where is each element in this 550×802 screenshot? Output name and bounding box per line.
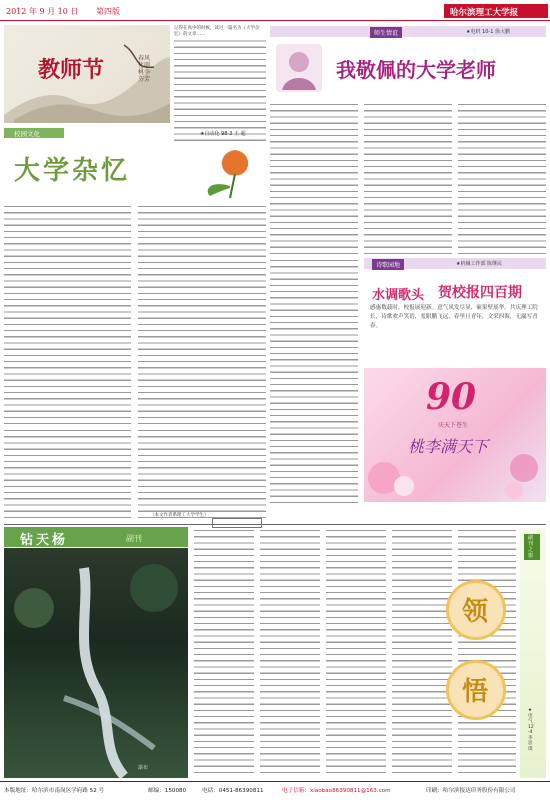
footer-address: 本版地址：哈尔滨市南岗区学府路 52 号 — [4, 788, 105, 794]
masthead-box — [444, 4, 548, 18]
section-tag-left-label: 校园文化 — [14, 130, 40, 138]
anniversary-card — [364, 368, 546, 502]
vertical-strip — [520, 528, 546, 778]
vertical-strip-tag: 副刊之窗 — [524, 534, 540, 560]
continued-box — [212, 518, 262, 528]
footer-rule — [0, 781, 550, 782]
footer-postcode: 邮编：150080 — [148, 788, 187, 794]
footer-phone: 电话：0451-86390811 — [202, 788, 264, 794]
anniversary-script: 桃李满天下 — [408, 437, 489, 456]
article-body-right-col3 — [458, 102, 546, 254]
page-footer — [0, 784, 550, 800]
article-column-text — [174, 26, 266, 146]
admired-teacher-header — [270, 40, 546, 98]
supplement-tag: 副刊 — [126, 534, 142, 543]
tulip-icon — [200, 140, 270, 200]
author-note: （本文作者系理工大学学生） — [150, 513, 209, 518]
lingwu-circle-2 — [446, 660, 506, 720]
poem-title-b: 贺校报四百期 — [438, 285, 522, 301]
college-memories-header — [4, 140, 266, 202]
article-body-left-col4 — [138, 428, 266, 518]
lingwu-circle-1 — [446, 580, 506, 640]
page-header — [0, 0, 550, 22]
left-byline: ★自动化 98-3 王 超 — [200, 131, 246, 137]
supplement-col5 — [458, 528, 516, 778]
article-body-left-col1 — [4, 204, 131, 424]
article-body-mid-col — [270, 258, 358, 508]
supplement-col2 — [260, 528, 320, 778]
teachers-day-banner — [4, 25, 170, 123]
anniversary-digits: 90 — [426, 376, 477, 418]
footer-email: 电子信箱：xiaobao86390811@163.com — [282, 788, 391, 794]
section-tag-right — [270, 26, 546, 37]
supplement-col1 — [194, 528, 254, 778]
teachers-day-title: 教师节 — [38, 57, 105, 83]
intro-snippet: 记得在高中的时候，读过一篇名为《大学杂忆》的文章…… — [174, 26, 266, 38]
masthead-title: 哈尔滨理工大学报 — [450, 8, 519, 18]
section-tag-left — [4, 128, 64, 138]
calligraphy-text: 春风化雨 桃李芬芳 — [138, 55, 151, 83]
section-tag-right-label: 师生情谊 — [370, 27, 402, 38]
poem-text: 感惠数载时，校报展迎新。意气风发尽显，硕果壁瑶华。共庆理工院长，诗歌欢声笑语，羞眼鹏飞远，春里且青年，文采四海，无漏写青春。 — [370, 305, 538, 329]
admired-teacher-title: 我敬佩的大学老师 — [336, 58, 496, 82]
vertical-strip-byline: ★电气 12-4 李思琪 — [528, 708, 534, 752]
lingwu-char-1: 领 — [462, 597, 489, 627]
page-number: 第四版 — [96, 7, 120, 16]
poem-title-a: 水调歌头 — [372, 288, 425, 303]
lingwu-char-2: 悟 — [462, 677, 489, 707]
college-memories-title: 大学杂忆 — [14, 156, 131, 186]
issue-date: 2012 年 9 月 10 日 — [6, 7, 79, 16]
poem-byline: ★机械工作部 陈继民 — [456, 261, 503, 267]
article-body-right-col1 — [270, 102, 358, 254]
teacher-portrait-icon — [274, 42, 324, 94]
supplement-header — [4, 527, 188, 547]
section-divider — [4, 524, 546, 525]
photo-label: 瀑布 — [138, 765, 149, 771]
article-body-right-col2 — [364, 102, 452, 254]
right-byline: ★电机 10-1 徐大鹏 — [466, 29, 511, 35]
article-body-left-col2 — [138, 204, 266, 424]
header-rule — [0, 20, 550, 21]
supplement-col3 — [326, 528, 386, 778]
supplement-col4 — [392, 528, 452, 778]
article-body-left-col3 — [4, 428, 131, 518]
supplement-title: 钻天杨 — [20, 533, 69, 548]
anniversary-caption: 庆天下苍生 — [438, 422, 469, 429]
waterfall-photo — [4, 548, 188, 778]
poem-section-band — [364, 258, 546, 269]
poem-section-tag: 诗歌园地 — [372, 259, 404, 270]
waterfall-image — [4, 548, 188, 778]
footer-printer: 印刷：哈尔滨报达印务股份有限公司 — [426, 788, 516, 794]
